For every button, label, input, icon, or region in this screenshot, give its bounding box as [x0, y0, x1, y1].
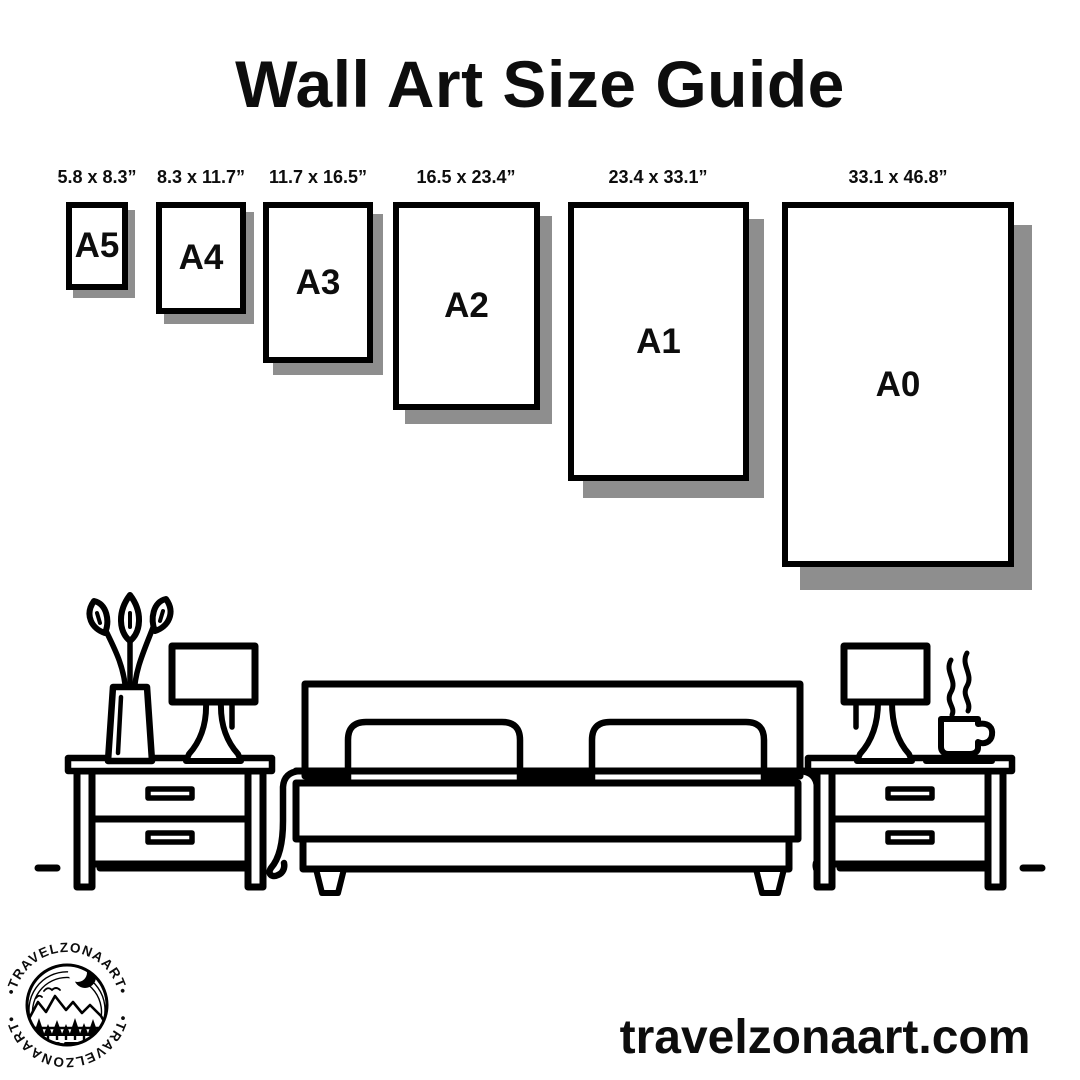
table-lamp-left-icon	[172, 646, 255, 761]
steam-icon	[965, 653, 969, 711]
logo-arc-text-bottom: •TRAVELZONAART•	[3, 1014, 131, 1071]
steam-icon	[949, 660, 953, 715]
website-url: travelzonaart.com	[619, 1011, 1031, 1064]
size-box-a4	[156, 202, 246, 314]
size-box-a1	[568, 202, 749, 481]
size-box-a3	[263, 202, 373, 363]
size-name-a0: A0	[875, 364, 921, 404]
coffee-cup-icon	[926, 653, 992, 761]
size-label-a2: 16.5 x 23.4”	[416, 167, 516, 187]
size-name-a4: A4	[178, 238, 224, 277]
size-name-a5: A5	[74, 226, 120, 265]
bedroom-illustration-icon	[0, 575, 1080, 905]
size-label-a4: 8.3 x 11.7”	[156, 167, 246, 187]
size-label-a0: 33.1 x 46.8”	[848, 167, 948, 187]
pillow-right-icon	[592, 722, 764, 784]
mountains-icon	[24, 996, 108, 1028]
size-box-a5	[66, 202, 128, 290]
size-name-a1: A1	[636, 321, 681, 361]
size-label-a5: 5.8 x 8.3”	[57, 167, 137, 187]
table-lamp-right-icon	[844, 646, 927, 761]
size-label-a3: 11.7 x 16.5”	[268, 167, 368, 187]
flower-vase-icon	[90, 595, 171, 761]
size-box-a0	[782, 202, 1014, 567]
size-label-a1: 23.4 x 33.1”	[608, 167, 708, 187]
bed-icon	[270, 684, 831, 893]
size-box-a2	[393, 202, 540, 410]
size-name-a3: A3	[295, 262, 341, 302]
pillow-left-icon	[348, 722, 520, 784]
page-title: Wall Art Size Guide	[235, 47, 845, 121]
logo-arc-text-top: •TRAVELZONAART•	[3, 939, 131, 996]
size-name-a2: A2	[444, 286, 489, 325]
brand-logo	[0, 936, 134, 1076]
